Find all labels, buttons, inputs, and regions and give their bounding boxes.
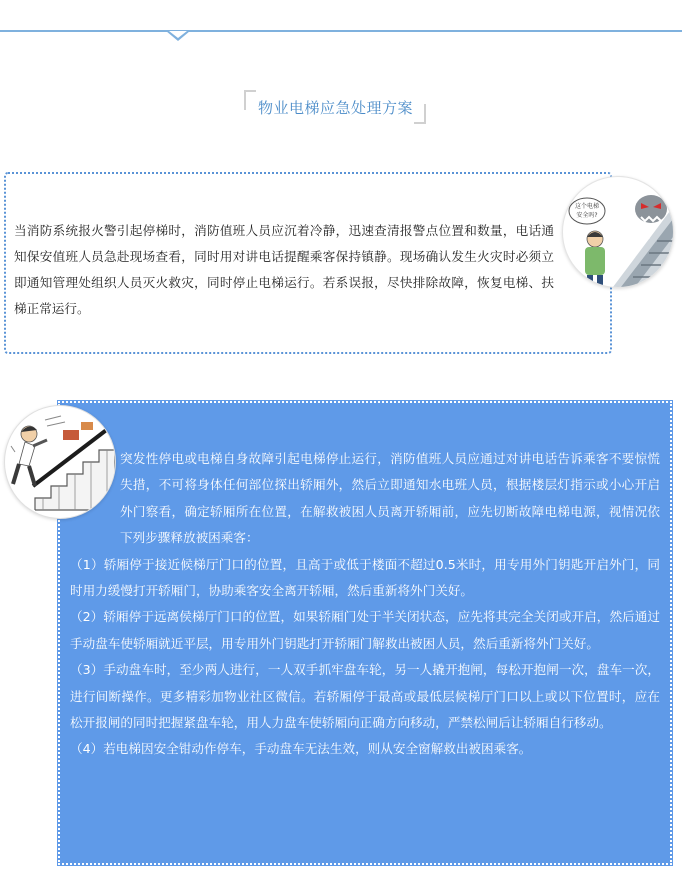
rescue-step: （4）若电梯因安全钳动作停车，手动盘车无法生效，则从安全窗解救出被困乘客。 [70, 741, 532, 757]
page-title: 物业电梯应急处理方案 [258, 99, 414, 117]
illustration-caption-line2: 安全吗? [576, 212, 598, 219]
rescue-step: （2）轿厢停于远离侯梯厅门口的位置，如果轿厢门处于半关闭状态，应先将其完全关闭或开启，然后通过手动盘车使轿厢就近平层，用专用外门钥匙打开轿厢门解救出被困人员，然后重新将外门关好。 [70, 609, 660, 651]
fire-alarm-text: 当消防系统报火警引起停梯时，消防值班人员应沉着冷静，迅速查清报警点位置和数量，电话通知保安值班人员急赴现场查看，同时用对讲电话提醒乘客保持镇静。现场确认发生火灾时必须立即通知管理处组织人员灭火救灾，同时停止电梯运行。若系误报，尽快排除故障，恢复电梯、扶梯正常运行。 [14, 223, 554, 316]
power-failure-intro: 突发性停电或电梯自身故障引起电梯停止运行，消防值班人员应通过对讲电话告诉乘客不要惊慌失措，不可将身体任何部位探出轿厢外，然后立即通知水电班人员，根据楼层灯指示或小心开启外门察看，确定轿厢所在位置，在解救被困人员离开轿厢前，应先切断故障电梯电源，视情况依下列步骤释放被困乘客： [120, 451, 660, 546]
rescue-step: （1）轿厢停于接近候梯厅门口的位置，且高于或低于楼面不超过0.5米时，用专用外门钥匙开启外门，同时用力缓慢打开轿厢门，协助乘客安全离开轿厢，然后重新将外门关好。 [70, 556, 660, 599]
title-frame [244, 90, 426, 124]
escalator-monster-illustration-icon [562, 176, 674, 288]
power-failure-text [70, 446, 660, 763]
rescue-step: （3）手动盘车时，至少两人进行，一人双手抓牢盘车轮，另一人撬开抱闸，每松开抱闸一次，盘车一次，进行间断操作。更多精彩加物业社区微信。若轿厢停于最高或最低层候梯厅门口以上或以下位置时，应在松开报闸的同时把握紧盘车轮，用人力盘车使轿厢向正确方向移动，严禁松闸后让轿厢自行移动。 [70, 662, 660, 731]
top-divider-line [0, 30, 682, 32]
illustration-caption-line1: 这个电梯 [574, 203, 600, 210]
